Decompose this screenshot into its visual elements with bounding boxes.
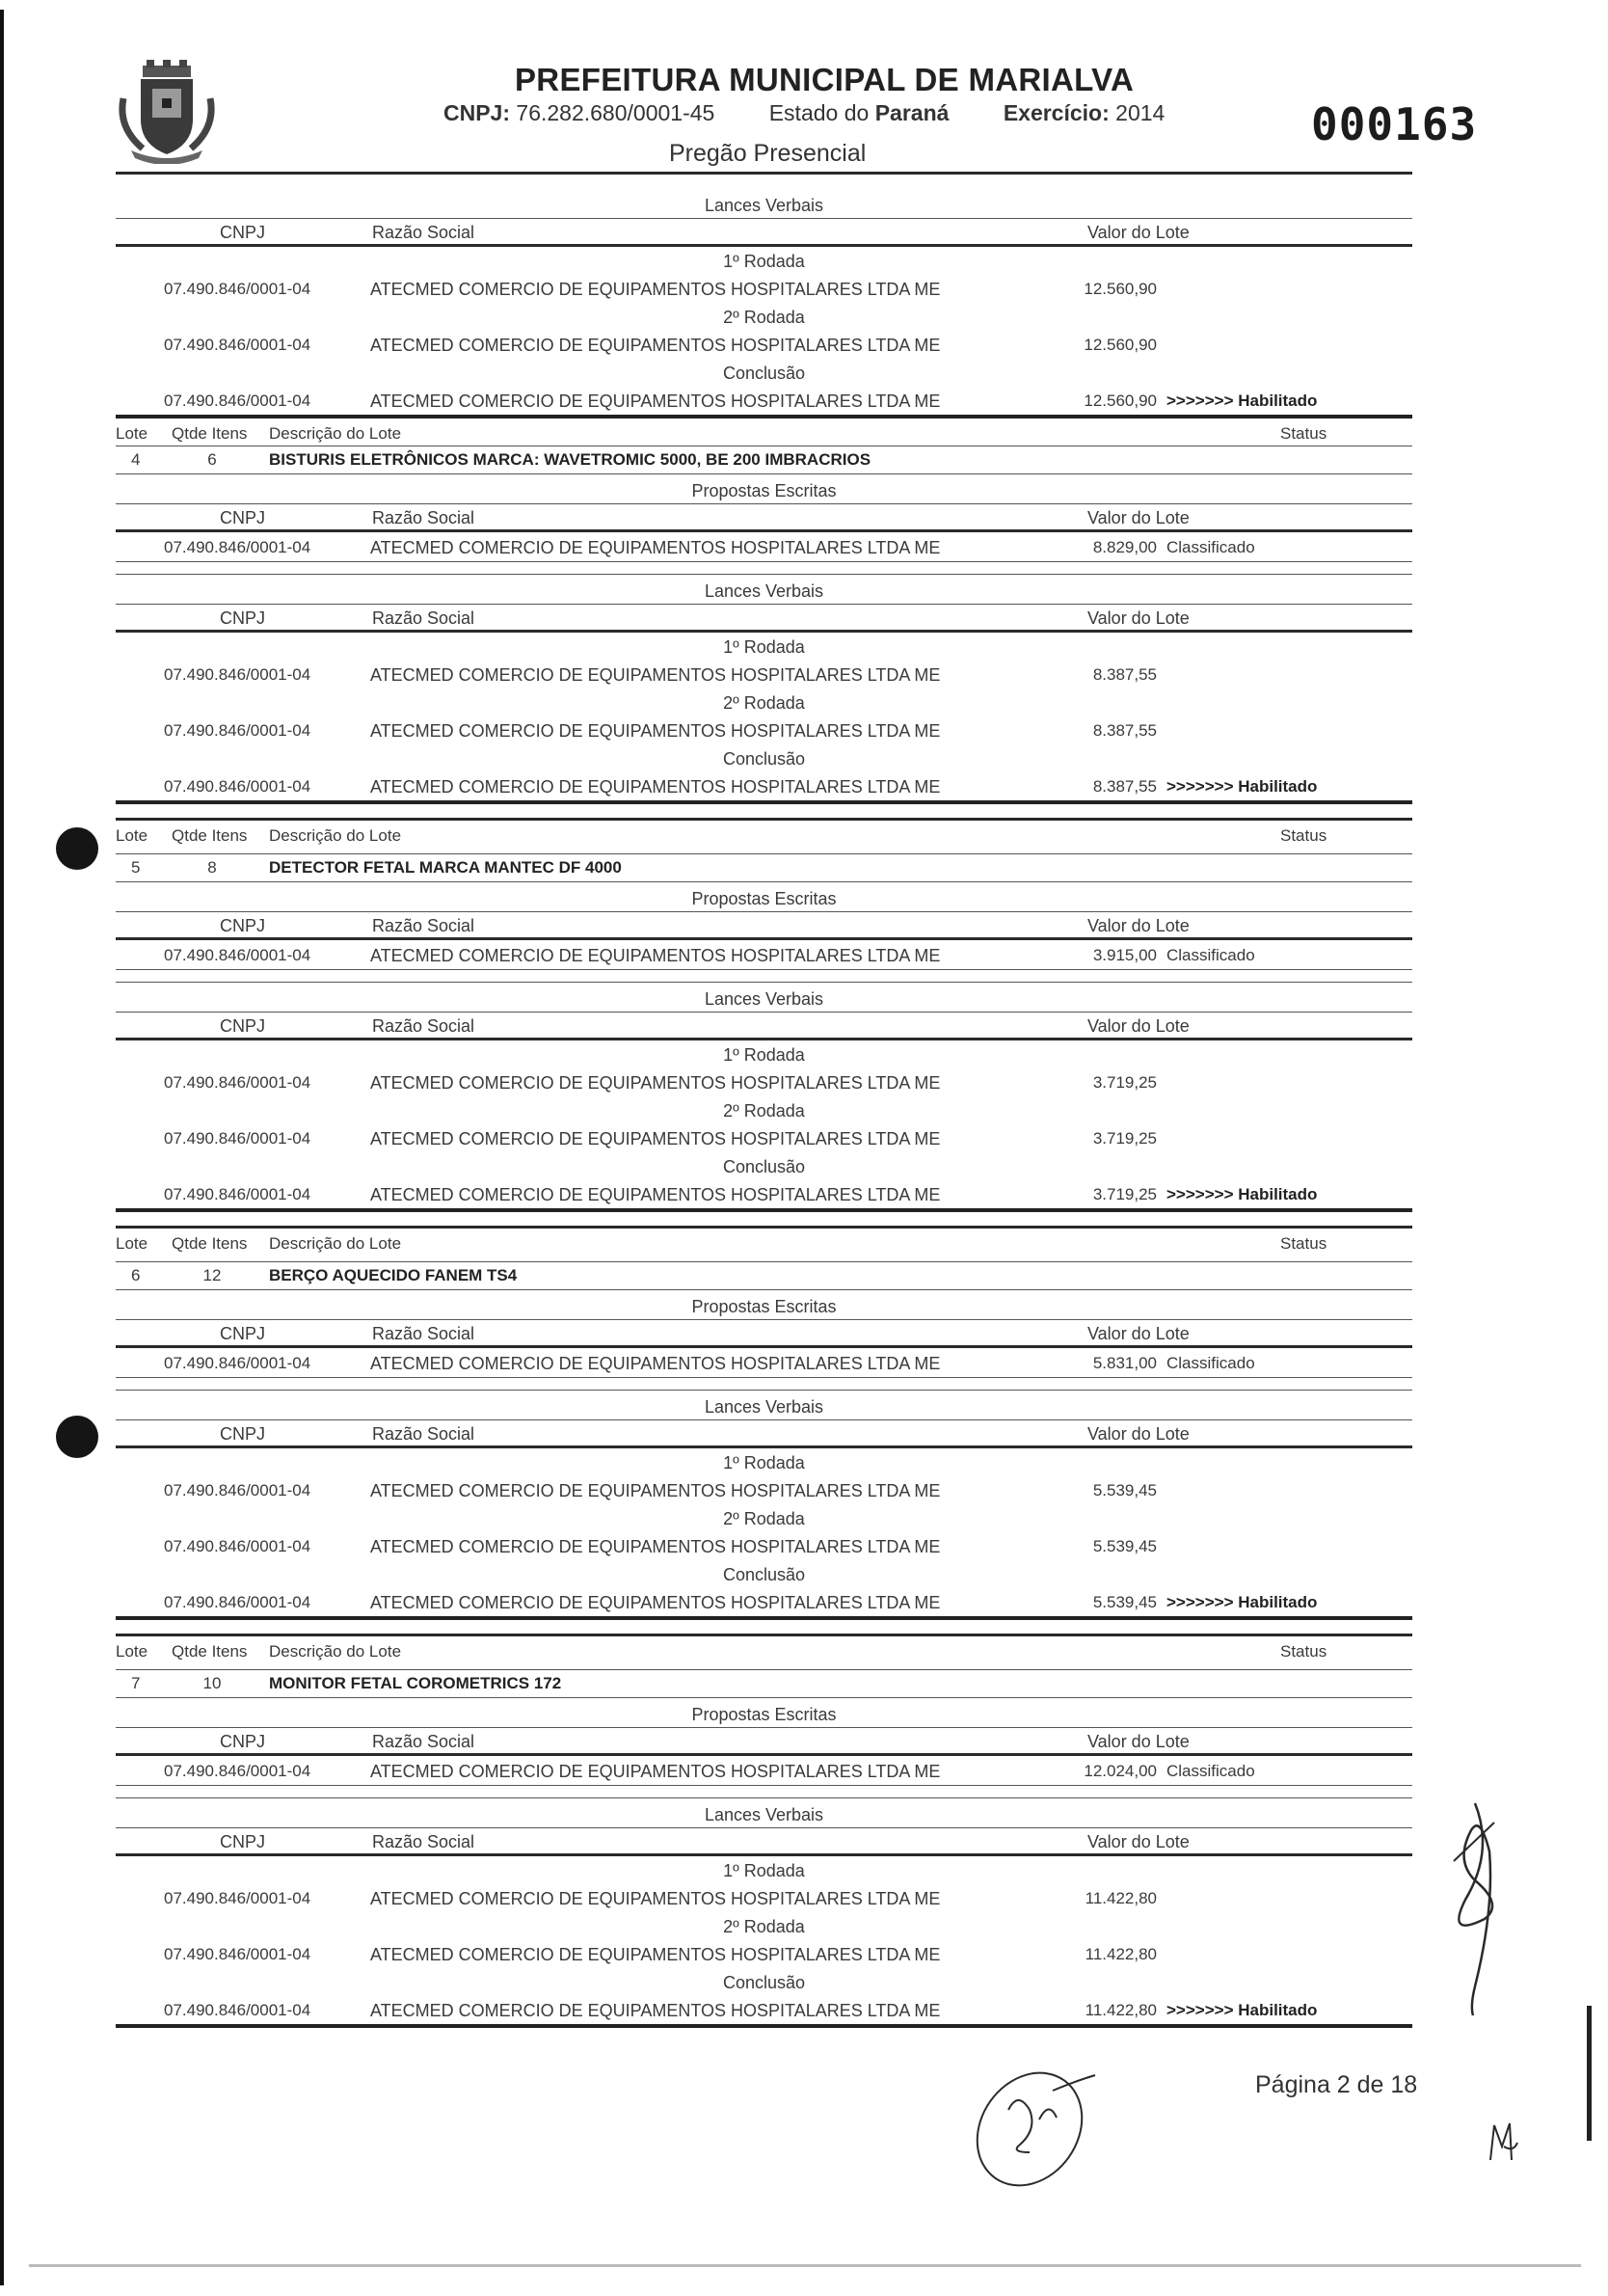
- bid-valor: 5.539,45: [1092, 1481, 1157, 1499]
- conclusao-label: Conclusão: [722, 1973, 806, 1992]
- bid-razao-social: ATECMED COMERCIO DE EQUIPAMENTOS HOSPITALARES LTDA ME: [370, 1593, 941, 1612]
- bid-valor: 3.719,25: [1092, 1073, 1157, 1092]
- header-cnpj-label: CNPJ:: [443, 100, 511, 125]
- lot-qtde: 12: [202, 1266, 222, 1284]
- bid-row: [116, 1475, 1412, 1504]
- bid-cnpj: 07.490.846/0001-04: [164, 336, 311, 354]
- bid-valor: 12.560,90: [1084, 280, 1157, 298]
- bid-row: [116, 1067, 1412, 1096]
- bid-razao-social: ATECMED COMERCIO DE EQUIPAMENTOS HOSPITALARES LTDA ME: [370, 1945, 941, 1964]
- column-valor-lote: Valor do Lote: [1087, 1832, 1190, 1851]
- column-cnpj: CNPJ: [220, 1016, 266, 1036]
- conclusao-label: Conclusão: [722, 364, 806, 383]
- rodada-2-label: 2º Rodada: [723, 308, 805, 327]
- bid-cnpj: 07.490.846/0001-04: [164, 1354, 311, 1372]
- rodada-2-label: 2º Rodada: [723, 1917, 805, 1936]
- column-razao-social: Razão Social: [372, 223, 475, 242]
- lot-header: [116, 818, 1412, 853]
- lot-number: 7: [131, 1674, 141, 1692]
- bid-valor: 12.560,90: [1084, 336, 1157, 354]
- header-rule: [116, 172, 1412, 175]
- status-arrows: >>>>>>>: [1166, 1593, 1234, 1611]
- column-header: [116, 504, 1412, 532]
- lot-row: [116, 1261, 1412, 1290]
- conclusao-label: Conclusão: [722, 1157, 806, 1176]
- bid-cnpj: 07.490.846/0001-04: [164, 721, 311, 740]
- bid-cnpj: 07.490.846/0001-04: [164, 280, 311, 298]
- status-classificado: Classificado: [1166, 946, 1255, 964]
- rodada-2-label: 2º Rodada: [723, 693, 805, 713]
- status-habilitado: Habilitado: [1238, 1185, 1318, 1203]
- status-habilitado: Habilitado: [1238, 392, 1318, 410]
- header-estado-value: Paraná: [874, 100, 950, 125]
- column-razao-social: Razão Social: [372, 1732, 475, 1751]
- bid-cnpj: 07.490.846/0001-04: [164, 665, 311, 684]
- lot-header-status: Status: [1280, 826, 1327, 845]
- lot-block: [116, 419, 1412, 804]
- status-habilitado: Habilitado: [1238, 777, 1318, 796]
- bid-razao-social: ATECMED COMERCIO DE EQUIPAMENTOS HOSPITALARES LTDA ME: [370, 538, 941, 557]
- municipal-crest-icon: [114, 60, 220, 164]
- column-razao-social: Razão Social: [372, 1424, 475, 1444]
- lot-row: [116, 853, 1412, 882]
- column-valor-lote: Valor do Lote: [1087, 916, 1190, 935]
- lot-header-lote: Lote: [116, 424, 148, 443]
- column-valor-lote: Valor do Lote: [1087, 223, 1190, 242]
- column-header: [116, 1320, 1412, 1348]
- bid-row: [116, 1883, 1412, 1912]
- lot-header-status: Status: [1280, 424, 1327, 443]
- rodada-1-label: 1º Rodada: [723, 1453, 805, 1472]
- bid-row-conclusao: [116, 771, 1412, 804]
- column-valor-lote: Valor do Lote: [1087, 1424, 1190, 1444]
- rodada-2-label: 2º Rodada: [723, 1101, 805, 1121]
- column-razao-social: Razão Social: [372, 1324, 475, 1343]
- bid-valor: 8.387,55: [1092, 665, 1157, 684]
- bid-cnpj: 07.490.846/0001-04: [164, 777, 311, 796]
- bid-row-conclusao: [116, 1179, 1412, 1212]
- header-subtitle: Pregão Presencial: [669, 140, 867, 167]
- bid-row: [116, 330, 1412, 359]
- header-exercicio-label: Exercício:: [1003, 100, 1110, 125]
- bidding-content: [116, 189, 1412, 2028]
- bid-row: [116, 1531, 1412, 1560]
- lot-header-qtde: Qtde Itens: [172, 424, 248, 443]
- lot-header-descricao: Descrição do Lote: [269, 424, 402, 443]
- bid-razao-social: ATECMED COMERCIO DE EQUIPAMENTOS HOSPITALARES LTDA ME: [370, 280, 941, 299]
- bid-valor: 12.560,90: [1084, 392, 1157, 410]
- lot-block: [116, 1634, 1412, 2028]
- bid-valor: 8.387,55: [1092, 777, 1157, 796]
- lot-qtde: 6: [207, 450, 217, 469]
- status-arrows: >>>>>>>: [1166, 1185, 1234, 1203]
- column-header: [116, 1828, 1412, 1856]
- column-cnpj: CNPJ: [220, 508, 266, 527]
- bid-valor: 3.915,00: [1092, 946, 1157, 964]
- column-header: [116, 1728, 1412, 1756]
- column-header: [116, 1013, 1412, 1040]
- proposal-row: [116, 1348, 1412, 1378]
- conclusao-label: Conclusão: [722, 749, 806, 769]
- lances-verbais-title: Lances Verbais: [116, 579, 1412, 605]
- column-razao-social: Razão Social: [372, 508, 475, 527]
- bid-cnpj: 07.490.846/0001-04: [164, 2001, 311, 2019]
- status-classificado: Classificado: [1166, 1762, 1255, 1780]
- header-info-line: [443, 100, 1165, 126]
- bid-razao-social: ATECMED COMERCIO DE EQUIPAMENTOS HOSPITALARES LTDA ME: [370, 1762, 941, 1781]
- bid-razao-social: ATECMED COMERCIO DE EQUIPAMENTOS HOSPITALARES LTDA ME: [370, 665, 941, 685]
- header-title: PREFEITURA MUNICIPAL DE MARIALVA: [515, 62, 1135, 97]
- propostas-escritas-title: Propostas Escritas: [116, 478, 1412, 504]
- lances-verbais-title: Lances Verbais: [116, 1394, 1412, 1420]
- bid-cnpj: 07.490.846/0001-04: [164, 538, 311, 556]
- lot-header-descricao: Descrição do Lote: [269, 1642, 402, 1661]
- lot-header: [116, 1634, 1412, 1669]
- bid-razao-social: ATECMED COMERCIO DE EQUIPAMENTOS HOSPITALARES LTDA ME: [370, 1537, 941, 1556]
- column-valor-lote: Valor do Lote: [1087, 508, 1190, 527]
- lot-block: [116, 818, 1412, 1212]
- bid-row: [116, 660, 1412, 689]
- bid-razao-social: ATECMED COMERCIO DE EQUIPAMENTOS HOSPITALARES LTDA ME: [370, 1129, 941, 1148]
- lances-verbais-title: Lances Verbais: [116, 986, 1412, 1013]
- bid-row: [116, 716, 1412, 744]
- bid-valor: 5.539,45: [1092, 1593, 1157, 1611]
- column-cnpj: CNPJ: [220, 916, 266, 935]
- lot-header-qtde: Qtde Itens: [172, 1234, 248, 1253]
- lot-qtde: 10: [202, 1674, 222, 1692]
- status-arrows: >>>>>>>: [1166, 392, 1234, 410]
- punch-hole-bottom: [56, 1416, 98, 1458]
- scan-edge-bottom: [29, 2264, 1581, 2267]
- bid-cnpj: 07.490.846/0001-04: [164, 1073, 311, 1092]
- bid-razao-social: ATECMED COMERCIO DE EQUIPAMENTOS HOSPITALARES LTDA ME: [370, 1889, 941, 1908]
- proposal-row: [116, 940, 1412, 970]
- bid-razao-social: ATECMED COMERCIO DE EQUIPAMENTOS HOSPITALARES LTDA ME: [370, 1185, 941, 1204]
- bid-valor: 5.831,00: [1092, 1354, 1157, 1372]
- column-razao-social: Razão Social: [372, 608, 475, 628]
- column-valor-lote: Valor do Lote: [1087, 1016, 1190, 1036]
- status-classificado: Classificado: [1166, 1354, 1255, 1372]
- lot-header-lote: Lote: [116, 1642, 148, 1661]
- propostas-escritas-title: Propostas Escritas: [116, 1294, 1412, 1320]
- handwritten-signature-right: [1436, 1794, 1514, 2025]
- bid-row-conclusao: [116, 1995, 1412, 2028]
- bid-valor: 8.829,00: [1092, 538, 1157, 556]
- column-cnpj: CNPJ: [220, 1424, 266, 1444]
- bid-status: [1166, 1593, 1317, 1612]
- bid-razao-social: ATECMED COMERCIO DE EQUIPAMENTOS HOSPITALARES LTDA ME: [370, 946, 941, 965]
- column-cnpj: CNPJ: [220, 1324, 266, 1343]
- propostas-escritas-title: Propostas Escritas: [116, 1702, 1412, 1728]
- handwritten-initials-center: [960, 2052, 1105, 2197]
- lot-header-qtde: Qtde Itens: [172, 826, 248, 845]
- bid-cnpj: 07.490.846/0001-04: [164, 1762, 311, 1780]
- column-cnpj: CNPJ: [220, 1832, 266, 1851]
- propostas-escritas-title: Propostas Escritas: [116, 886, 1412, 912]
- lot-descricao: DETECTOR FETAL MARCA MANTEC DF 4000: [269, 858, 622, 877]
- bid-razao-social: ATECMED COMERCIO DE EQUIPAMENTOS HOSPITALARES LTDA ME: [370, 1354, 941, 1373]
- section-divider: [116, 970, 1412, 983]
- bid-status: [1166, 1185, 1317, 1204]
- bid-cnpj: 07.490.846/0001-04: [164, 1185, 311, 1203]
- bid-cnpj: 07.490.846/0001-04: [164, 946, 311, 964]
- scan-edge-right: [1587, 2006, 1592, 2141]
- bid-cnpj: 07.490.846/0001-04: [164, 1537, 311, 1555]
- column-cnpj: CNPJ: [220, 608, 266, 628]
- bid-row: [116, 274, 1412, 303]
- bid-valor: 5.539,45: [1092, 1537, 1157, 1555]
- bid-row: [116, 1939, 1412, 1968]
- status-habilitado: Habilitado: [1238, 2001, 1318, 2019]
- rodada-1-label: 1º Rodada: [723, 637, 805, 657]
- bid-status: [1166, 2001, 1317, 2020]
- status-arrows: >>>>>>>: [1166, 2001, 1234, 2019]
- lot-header-status: Status: [1280, 1642, 1327, 1661]
- column-razao-social: Razão Social: [372, 1016, 475, 1036]
- column-cnpj: CNPJ: [220, 1732, 266, 1751]
- column-header: [116, 219, 1412, 247]
- lot-header-descricao: Descrição do Lote: [269, 1234, 402, 1253]
- proposal-row: [116, 1756, 1412, 1786]
- bid-valor: 11.422,80: [1085, 1889, 1157, 1907]
- bid-valor: 8.387,55: [1092, 721, 1157, 740]
- lot-header-qtde: Qtde Itens: [172, 1642, 248, 1661]
- column-header: [116, 912, 1412, 940]
- lances-verbais-title: Lances Verbais: [116, 193, 1412, 219]
- rodada-1-label: 1º Rodada: [723, 1861, 805, 1880]
- bid-razao-social: ATECMED COMERCIO DE EQUIPAMENTOS HOSPITALARES LTDA ME: [370, 392, 941, 411]
- lot-number: 5: [131, 858, 141, 877]
- header-exercicio-value: 2014: [1115, 100, 1166, 125]
- column-valor-lote: Valor do Lote: [1087, 1324, 1190, 1343]
- lot-row: [116, 446, 1412, 474]
- lot-descricao: BERÇO AQUECIDO FANEM TS4: [269, 1266, 518, 1284]
- rodada-2-label: 2º Rodada: [723, 1509, 805, 1528]
- lances-verbais-title: Lances Verbais: [116, 1802, 1412, 1828]
- column-valor-lote: Valor do Lote: [1087, 608, 1190, 628]
- lot-header-lote: Lote: [116, 826, 148, 845]
- bid-razao-social: ATECMED COMERCIO DE EQUIPAMENTOS HOSPITALARES LTDA ME: [370, 336, 941, 355]
- column-razao-social: Razão Social: [372, 1832, 475, 1851]
- status-classificado: Classificado: [1166, 538, 1255, 556]
- section-divider: [116, 1786, 1412, 1798]
- handwritten-initials-corner: [1485, 2118, 1523, 2166]
- status-habilitado: Habilitado: [1238, 1593, 1318, 1611]
- bid-razao-social: ATECMED COMERCIO DE EQUIPAMENTOS HOSPITALARES LTDA ME: [370, 1481, 941, 1500]
- lot-header: [116, 1226, 1412, 1261]
- bid-cnpj: 07.490.846/0001-04: [164, 1889, 311, 1907]
- section-divider: [116, 562, 1412, 575]
- lot-header-lote: Lote: [116, 1234, 148, 1253]
- column-valor-lote: Valor do Lote: [1087, 1732, 1190, 1751]
- rodada-1-label: 1º Rodada: [723, 252, 805, 271]
- bid-razao-social: ATECMED COMERCIO DE EQUIPAMENTOS HOSPITALARES LTDA ME: [370, 721, 941, 741]
- bid-valor: 11.422,80: [1085, 1945, 1157, 1963]
- bid-cnpj: 07.490.846/0001-04: [164, 1129, 311, 1148]
- column-cnpj: CNPJ: [220, 223, 266, 242]
- punch-hole-top: [56, 827, 98, 870]
- column-header: [116, 1420, 1412, 1448]
- bid-cnpj: 07.490.846/0001-04: [164, 1593, 311, 1611]
- bid-valor: 3.719,25: [1092, 1129, 1157, 1148]
- conclusao-label: Conclusão: [722, 1565, 806, 1584]
- lot-number: 6: [131, 1266, 141, 1284]
- header-cnpj-value: 76.282.680/0001-45: [516, 100, 715, 125]
- bid-razao-social: ATECMED COMERCIO DE EQUIPAMENTOS HOSPITALARES LTDA ME: [370, 777, 941, 797]
- bid-row-conclusao: [116, 386, 1412, 419]
- footer-page-number: Página 2 de 18: [1255, 2071, 1418, 2098]
- page-number-stamp: 000163: [1311, 98, 1478, 150]
- bid-cnpj: 07.490.846/0001-04: [164, 392, 311, 410]
- section-divider: [116, 1378, 1412, 1391]
- lot-qtde: 8: [207, 858, 217, 877]
- bid-cnpj: 07.490.846/0001-04: [164, 1481, 311, 1499]
- scan-edge-left: [0, 10, 4, 2285]
- rodada-1-label: 1º Rodada: [723, 1045, 805, 1065]
- bid-valor: 12.024,00: [1084, 1762, 1157, 1780]
- bid-razao-social: ATECMED COMERCIO DE EQUIPAMENTOS HOSPITALARES LTDA ME: [370, 2001, 941, 2020]
- lot-header-status: Status: [1280, 1234, 1327, 1253]
- lot-descricao: MONITOR FETAL COROMETRICS 172: [269, 1674, 562, 1692]
- lot-row: [116, 1669, 1412, 1698]
- header-estado-label: Estado do: [768, 100, 870, 125]
- status-arrows: >>>>>>>: [1166, 777, 1234, 796]
- lot-descricao: BISTURIS ELETRÔNICOS MARCA: WAVETROMIC 5000, BE 200 IMBRACRIOS: [269, 450, 871, 469]
- bid-razao-social: ATECMED COMERCIO DE EQUIPAMENTOS HOSPITALARES LTDA ME: [370, 1073, 941, 1093]
- lot-block: [116, 1226, 1412, 1620]
- bid-cnpj: 07.490.846/0001-04: [164, 1945, 311, 1963]
- proposal-row: [116, 532, 1412, 562]
- bid-status: [1166, 392, 1317, 411]
- bid-row-conclusao: [116, 1587, 1412, 1620]
- lot-3-tail: [116, 193, 1412, 419]
- column-razao-social: Razão Social: [372, 916, 475, 935]
- bid-valor: 3.719,25: [1092, 1185, 1157, 1203]
- lot-number: 4: [131, 450, 141, 469]
- lot-header-descricao: Descrição do Lote: [269, 826, 402, 845]
- bid-valor: 11.422,80: [1085, 2001, 1157, 2019]
- bid-row: [116, 1123, 1412, 1152]
- column-header: [116, 605, 1412, 633]
- lot-header: [116, 419, 1412, 446]
- bid-status: [1166, 777, 1317, 797]
